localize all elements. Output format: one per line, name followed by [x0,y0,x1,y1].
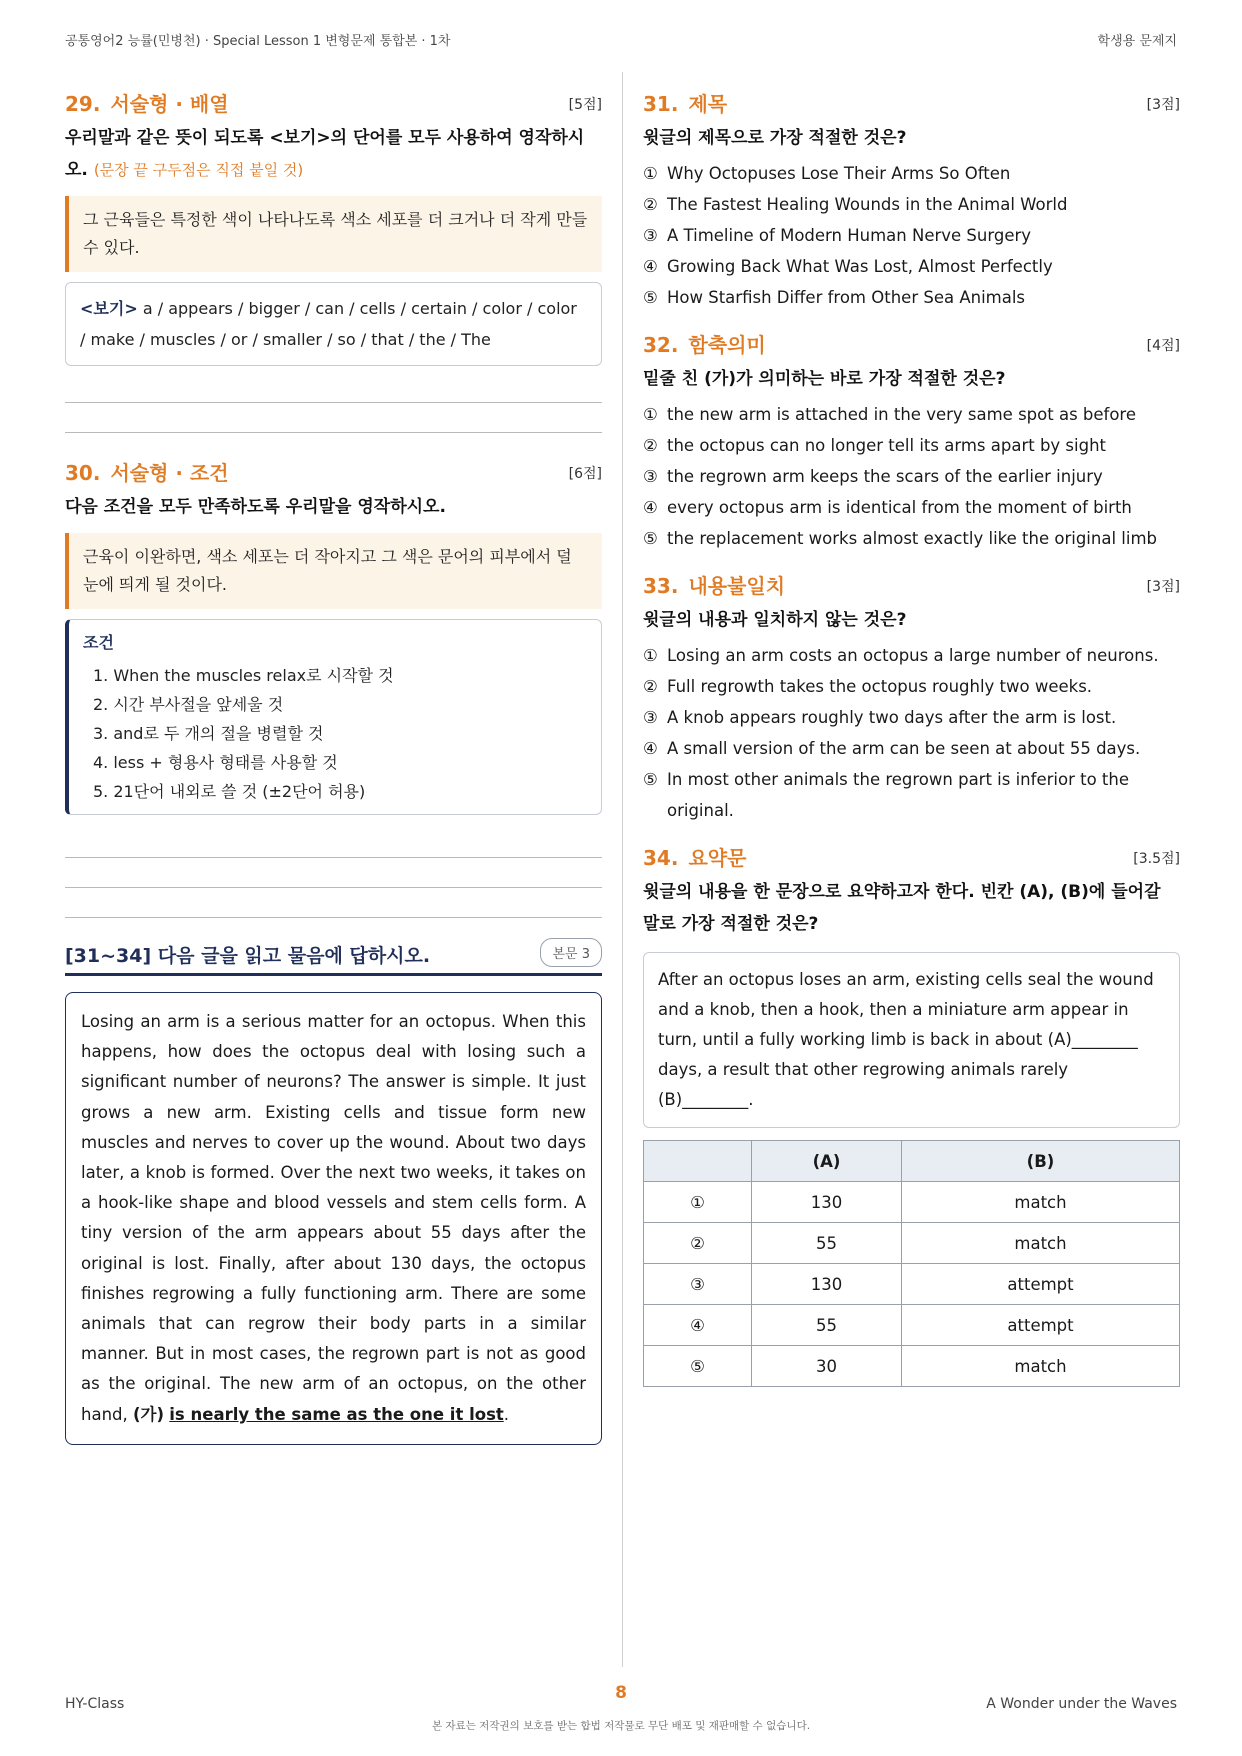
option-number: ① [643,646,658,665]
footer-brand: HY-Class [65,1696,125,1712]
prompt-note: (문장 끝 구두점은 직접 붙일 것) [93,161,304,179]
option-text: the new arm is attached in the very same spot as before [667,405,1137,424]
table-cell: 130 [752,1264,902,1305]
question-header [65,457,602,491]
option-text: Why Octopuses Lose Their Arms So Often [667,164,1011,183]
question-prompt: 윗글의 제목으로 가장 적절한 것은? [643,128,907,148]
question-type: 내용불일치 [688,574,786,598]
option-text: the regrown arm keeps the scars of the earlier injury [667,467,1103,486]
left-column [65,88,602,1445]
table-header-cell: (B) [902,1141,1180,1182]
question-header [643,88,1180,122]
option-number: ③ [643,467,658,486]
question-type: 함축의미 [688,333,766,357]
table-row[interactable] [644,1305,1180,1346]
passage-end: . [503,1404,510,1424]
table-cell: ② [644,1223,752,1264]
table-cell: attempt [902,1264,1180,1305]
header-doc-type: 학생용 문제지 [1097,34,1177,49]
condition-item: 5. 21단어 내외로 쓸 것 (±2단어 허용) [93,782,366,801]
option-number: ⑤ [643,770,658,789]
answer-option[interactable] [643,220,1180,251]
question-prompt: 윗글의 내용을 한 문장으로 요약하고자 한다. 빈칸 (A), (B)에 들어갈 말로 가장 적절한 것은? [643,882,1161,934]
option-number: ④ [643,498,658,517]
header-course-title: 공통영어2 능률(민병천) · Special Lesson 1 변형문제 통합본 · 1차 [65,34,451,49]
question-points: [4점] [1146,338,1180,354]
option-number: ① [643,405,658,424]
answer-option[interactable] [643,189,1180,220]
summary-box: After an octopus loses an arm, existing cells seal the wound and a knob, then a hook, then a miniature arm appear in turn, until a fully working limb is back in about (A)________ days, a result that other regrowing animals rarely (B)________. [643,952,1180,1128]
table-row[interactable] [644,1264,1180,1305]
question-prompt: 밑줄 친 (가)가 의미하는 바로 가장 적절한 것은? [643,369,1006,389]
answer-option[interactable] [643,702,1180,733]
option-text: the octopus can no longer tell its arms apart by sight [667,436,1107,455]
answer-option[interactable] [643,461,1180,492]
passage-header [65,932,602,976]
answer-option[interactable] [643,733,1180,764]
passage-badge: 본문 3 [540,938,602,967]
option-text: Losing an arm costs an octopus a large number of neurons. [667,646,1159,665]
option-text: the replacement works almost exactly like the original limb [667,529,1157,548]
table-cell: 30 [752,1346,902,1387]
option-text: Full regrowth takes the octopus roughly two weeks. [667,677,1093,696]
question-points: [3점] [1146,97,1180,113]
table-cell: attempt [902,1305,1180,1346]
word-bank-box [65,282,602,366]
prompt-text: 우리말과 같은 뜻이 되도록 <보기>의 단어를 모두 사용하여 영작하시오. [65,128,585,180]
answer-option[interactable] [643,399,1180,430]
question-type: 서술형 · 조건 [110,461,229,485]
option-text: A small version of the arm can be seen at about 55 days. [667,739,1141,758]
footer-lesson-title: A Wonder under the Waves [986,1696,1177,1712]
table-cell: 55 [752,1223,902,1264]
question-31 [643,88,1180,313]
conditions-box [65,619,602,815]
question-type: 요약문 [688,846,747,870]
option-number: ④ [643,739,658,758]
question-prompt: 다음 조건을 모두 만족하도록 우리말을 영작하시오. [65,497,446,517]
table-header-cell: (A) [752,1141,902,1182]
table-row[interactable] [644,1182,1180,1223]
condition-item: 3. and로 두 개의 절을 병렬할 것 [93,724,324,743]
option-number: ④ [643,257,658,276]
answer-option[interactable] [643,430,1180,461]
word-bank-words: a / appears / bigger / can / cells / certain / color / color / make / muscles / or / smaller / so / that / the / The [80,299,577,349]
condition-item: 2. 시간 부사절을 앞세울 것 [93,695,284,714]
conditions-title: 조건 [83,633,114,652]
korean-sentence-box: 그 근육들은 특정한 색이 나타나도록 색소 세포를 더 크거나 더 작게 만들 수 있다. [65,196,602,272]
page-number: 8 [615,1683,627,1703]
option-number: ② [643,195,658,214]
option-number: ② [643,436,658,455]
option-text: every octopus arm is identical from the moment of birth [667,498,1132,517]
question-points: [5점] [568,97,602,113]
question-header [643,842,1180,876]
table-cell: ④ [644,1305,752,1346]
answer-option[interactable] [643,282,1180,313]
table-cell: ① [644,1182,752,1223]
option-number: ③ [643,226,658,245]
table-cell: match [902,1346,1180,1387]
condition-item: 1. When the muscles relax로 시작할 것 [93,666,394,685]
question-number: 32. [643,333,679,357]
question-type: 제목 [688,92,728,116]
question-29 [65,88,602,433]
question-points: [3.5점] [1133,851,1180,867]
table-cell: match [902,1223,1180,1264]
question-prompt [65,122,602,186]
question-header [643,329,1180,363]
question-type: 서술형 · 배열 [110,92,229,116]
passage-text-box [65,992,602,1445]
option-number: ⑤ [643,288,658,307]
word-bank-tag: <보기> [80,299,138,318]
passage-underlined: is nearly the same as the one it lost [169,1404,504,1424]
question-header [65,88,602,122]
question-32 [643,329,1180,554]
option-number: ③ [643,708,658,727]
page-header [65,30,1177,54]
option-number: ⑤ [643,529,658,548]
condition-item: 4. less + 형용사 형태를 사용할 것 [93,753,338,772]
option-text: How Starfish Differ from Other Sea Animals [667,288,1026,307]
table-header-cell [644,1141,752,1182]
table-cell: 55 [752,1305,902,1346]
question-number: 34. [643,846,679,870]
copyright-notice: 본 자료는 저작권의 보호를 받는 합법 저작물로 무단 배포 및 재판매할 수 없습니다. [431,1720,811,1732]
passage-mark: (가) [133,1404,165,1424]
column-divider [622,72,623,1667]
option-number: ② [643,677,658,696]
passage-body: Losing an arm is a serious matter for an octopus. When this happens, how does the octopus deal with losing such a significant number of neurons? The answer is simple. It just grows a new arm. Existing cells and tissue form new muscles and nerves to cover up the wound. About two days later, a knob is formed. Over the next two weeks, it takes on a hook-like shape and blood vessels and stem cells form. A tiny version of the arm appears about 55 days after the original is lost. Finally, after about 130 days, the octopus finishes regrowing a fully functioning arm. There are some animals that can regrow their body parts in a similar manner. But in most cases, the regrown part is not as good as the original. The new arm of an octopus, on the other hand, [81,1012,586,1424]
table-header-row [644,1141,1180,1182]
answer-option[interactable] [643,251,1180,282]
question-33 [643,570,1180,826]
right-column [643,88,1180,1387]
answer-option[interactable] [643,492,1180,523]
question-points: [3점] [1146,579,1180,595]
question-points: [6점] [568,466,602,482]
passage-section [65,932,602,1445]
answer-option[interactable] [643,158,1180,189]
answer-table [643,1140,1180,1387]
table-cell: match [902,1182,1180,1223]
passage-title: [31~34] 다음 글을 읽고 물음에 답하시오. [65,945,431,967]
table-row[interactable] [644,1223,1180,1264]
option-text: In most other animals the regrown part is inferior to the original. [667,770,1129,820]
option-number: ① [643,164,658,183]
question-number: 29. [65,92,101,116]
question-number: 33. [643,574,679,598]
answer-option[interactable] [643,671,1180,702]
question-number: 30. [65,461,101,485]
question-prompt: 윗글의 내용과 일치하지 않는 것은? [643,610,907,630]
table-cell: ⑤ [644,1346,752,1387]
option-text: A Timeline of Modern Human Nerve Surgery [667,226,1032,245]
option-text: A knob appears roughly two days after the arm is lost. [667,708,1117,727]
answer-option[interactable] [643,764,1180,826]
korean-sentence-box: 근육이 이완하면, 색소 세포는 더 작아지고 그 색은 문어의 피부에서 덜 눈에 띄게 될 것이다. [65,533,602,609]
question-header [643,570,1180,604]
answer-option[interactable] [643,640,1180,671]
table-cell: ③ [644,1264,752,1305]
question-30 [65,457,602,918]
table-row[interactable] [644,1346,1180,1387]
question-number: 31. [643,92,679,116]
option-text: The Fastest Healing Wounds in the Animal World [667,195,1068,214]
table-cell: 130 [752,1182,902,1223]
option-text: Growing Back What Was Lost, Almost Perfectly [667,257,1053,276]
question-34 [643,842,1180,1387]
answer-option[interactable] [643,523,1180,554]
